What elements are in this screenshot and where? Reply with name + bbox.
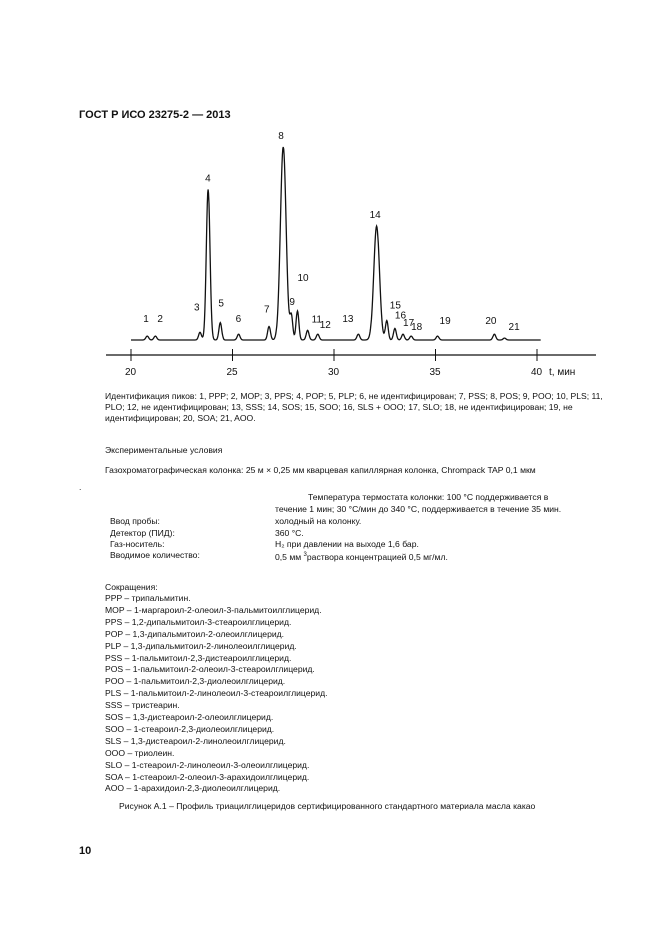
peak-label: 17 — [403, 318, 415, 330]
page-number: 10 — [79, 845, 92, 857]
column-line: Газохроматографическая колонка: 25 м × 0,25 мм кварцевая капиллярная колонка, Chrompack TAP 0,1 мкм — [105, 465, 536, 475]
peak-label: 14 — [369, 210, 381, 222]
x-axis-tick-labels — [125, 367, 543, 378]
chromatogram — [0, 0, 661, 390]
peak-identification: Идентификация пиков: 1, PPP; 2, MOP; 3, PPS; 4, POP; 5, PLP; 6, не идентифицирован; 7, PSS; 8, POS; 9, POO; 10, PLS; 11, PLO; 12, не идентифицирован; 13, SSS; 14, SOS; 15, SOO; 16, SLS + OOO; 17, SLO; 18, не идентифицирован; 19, не идентифицирован; 20, SOA; 21, AOO. — [105, 391, 603, 423]
x-tick-label: 20 — [125, 367, 137, 378]
abbreviation-item: SLS – 1,3-дистеароил-2-линолеоилглицерид. — [105, 735, 286, 746]
abbreviations-heading: Сокращения: — [105, 582, 158, 592]
conditions-heading: Экспериментальные условия — [105, 445, 223, 455]
abbreviation-item: SLO – 1-стеароил-2-линолеоил-3-олеоилглицерид. — [105, 759, 310, 770]
peak-label: 6 — [235, 314, 242, 326]
x-tick-label: 35 — [429, 367, 441, 378]
condition-value: H₂ при давлении на выходе 1,6 бар. — [275, 539, 419, 549]
abbreviation-item: PLS – 1-пальмитоил-2-линолеоил-3-стеароилглицерид. — [105, 688, 328, 699]
abbreviation-item: PLP – 1,3-дипальмитоил-2-линолеоилглицерид. — [105, 640, 297, 651]
stray-dot: . — [79, 482, 82, 492]
value-part: 0,5 мм — [275, 551, 304, 562]
thermostat-line-1: Температура термостата колонки: 100 °C поддерживается в — [308, 492, 549, 502]
peak-label: 7 — [264, 304, 270, 316]
peak-label: 18 — [411, 322, 423, 334]
peak-label: 10 — [297, 273, 309, 285]
condition-value: холодный на колонку. — [275, 516, 362, 526]
peak-label: 1 — [143, 314, 149, 326]
peak-label: 5 — [218, 298, 224, 310]
abbreviation-item: OOO – триолеин. — [105, 747, 175, 758]
abbreviation-item: PSS – 1-пальмитоил-2,3-дистеароилглицерид. — [105, 652, 292, 663]
peak-label: 19 — [439, 316, 451, 328]
thermostat-line-2: течение 1 мин; 30 °C/мин до 340 °C, поддерживается в течение 35 мин. — [275, 504, 562, 514]
x-tick-label: 30 — [328, 367, 340, 378]
peak-label: 11 — [311, 314, 323, 326]
abbreviation-item: AOO – 1-арахидоил-2,3-диолеоилглицерид. — [105, 783, 281, 794]
abbreviation-item: SOA – 1-стеароил-2-олеоил-3-арахидоилглицерид. — [105, 771, 310, 782]
peak-label: 4 — [205, 173, 211, 185]
peak-labels — [143, 131, 520, 333]
abbreviation-item: SSS – тристеарин. — [105, 700, 180, 711]
peak-label: 15 — [389, 300, 401, 312]
chromatogram-trace — [131, 147, 541, 340]
condition-label: Газ-носитель: — [110, 539, 165, 549]
abbreviation-item: MOP – 1-маргароил-2-олеоил-3-пальмитоилглицерид. — [105, 604, 322, 615]
condition-label: Вводимое количество: — [110, 550, 200, 560]
x-tick-label: 40 — [531, 367, 543, 378]
abbreviation-item: SOS – 1,3-дистеароил-2-олеоилглицерид. — [105, 712, 274, 722]
abbreviation-item: POS – 1-пальмитоил-2-олеоил-3-стеароилглицерид. — [105, 664, 315, 675]
x-tick-label: 25 — [226, 367, 238, 378]
x-axis-label: t, мин — [549, 367, 576, 378]
peak-label: 3 — [194, 302, 200, 314]
condition-label: Детектор (ПИД): — [110, 528, 175, 538]
peak-label: 12 — [319, 320, 331, 332]
condition-value: 360 °C. — [275, 528, 304, 538]
peak-label: 2 — [157, 314, 163, 326]
abbreviation-item: PPP – трипальмитин. — [105, 593, 191, 603]
abbreviation-item: SOO – 1-стеароил-2,3-диолеоилглицерид. — [105, 723, 275, 734]
figure-caption: Рисунок А.1 – Профиль триацилглицеридов сертифицированного стандартного материала масла какао — [119, 801, 536, 811]
document-header: ГОСТ Р ИСО 23275-2 — 2013 — [79, 109, 231, 121]
peak-label: 13 — [342, 314, 354, 326]
superscript: 3 — [303, 552, 307, 558]
condition-value — [275, 550, 448, 563]
peak-label: 21 — [508, 322, 520, 334]
peak-label: 16 — [394, 310, 407, 322]
peak-label: 20 — [485, 316, 497, 328]
condition-label: Ввод пробы: — [110, 516, 160, 526]
abbreviation-item: POO – 1-пальмитоил-2,3-диолеоилглицерид. — [105, 676, 286, 687]
peak-label: 8 — [278, 131, 284, 142]
peak-label: 9 — [289, 296, 295, 308]
abbreviation-item: PPS – 1,2-дипальмитоил-3-стеароилглицерид. — [105, 616, 292, 627]
value-part: раствора концентрацией 0,5 мг/мл. — [306, 551, 448, 562]
abbreviation-item: POP – 1,3-дипальмитоил-2-олеоилглицерид. — [105, 628, 285, 639]
